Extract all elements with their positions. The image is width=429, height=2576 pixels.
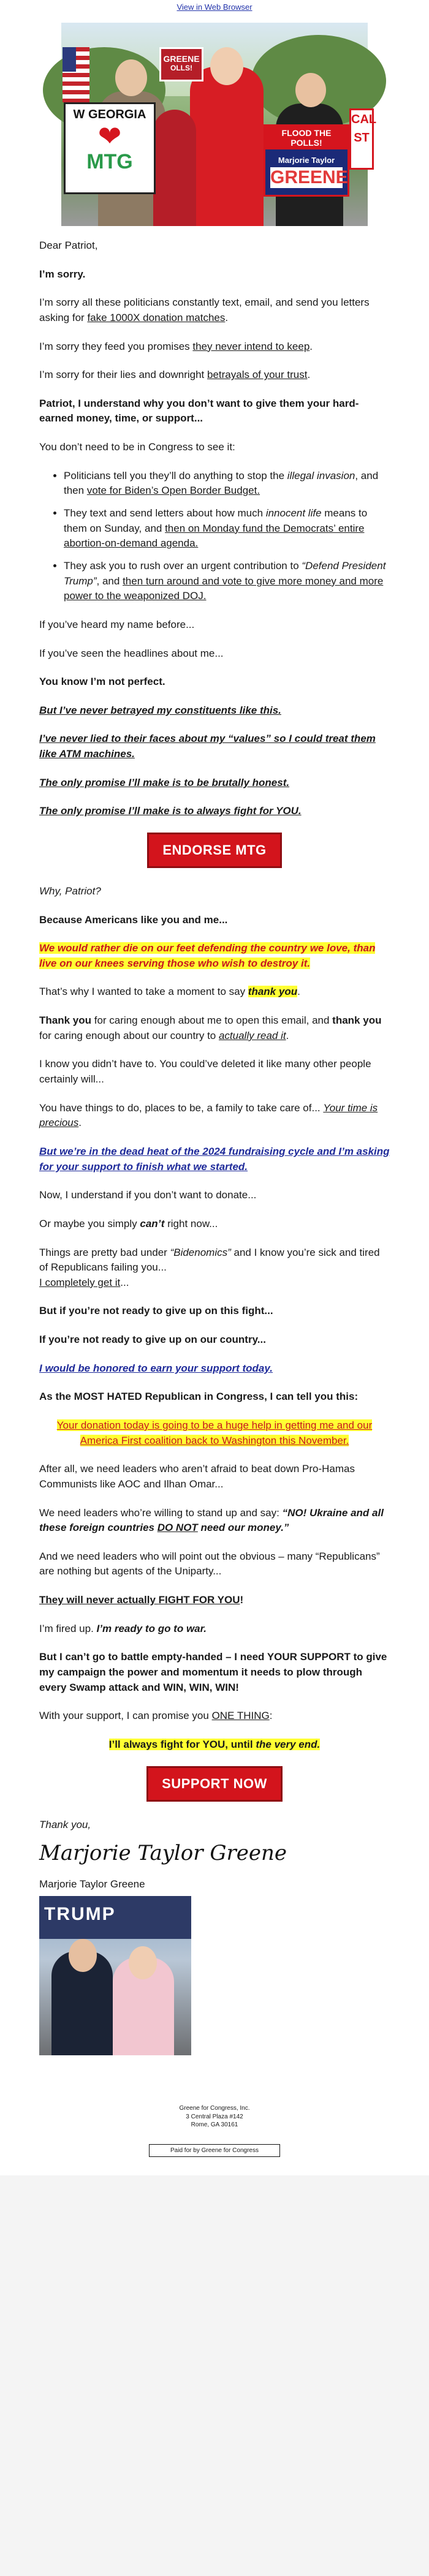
paragraph: I’m fired up. I’m ready to go to war.	[39, 1622, 207, 1634]
paragraph: After all, we need leaders who aren’t afraid to beat down Pro-Hamas Communists like AOC and Ilhan Omar...	[39, 1463, 355, 1490]
paragraph: I’m sorry they feed you promises they never intend to keep.	[39, 340, 313, 352]
american-flag	[63, 47, 89, 102]
paragraph: But I’ve never betrayed my constituents like this.	[39, 704, 281, 716]
list-item: • They ask you to rush over an urgent contribution to “Defend President Trump”, and then turn around and vote to give more money and more power to the weaponized DOJ.	[64, 559, 390, 604]
closing: Thank you,	[39, 1818, 91, 1830]
paragraph: Now, I understand if you don’t want to donate...	[39, 1189, 257, 1201]
paragraph: I know you didn’t have to. You could’ve deleted it like many other people certainly will...	[39, 1058, 371, 1086]
footer-org: Greene for Congress, Inc.	[179, 2105, 250, 2112]
paragraph: They will never actually FIGHT FOR YOU!	[39, 1594, 244, 1606]
support-link[interactable]: But we’re in the dead heat of the 2024 fundraising cycle and I’m asking for your support to finish what we started.	[39, 1145, 390, 1173]
underlined-text: betrayals of your trust	[207, 369, 308, 381]
paragraph: We need leaders who’re willing to stand up and say: “NO! Ukraine and all these foreign countries DO NOT need our money.”	[39, 1506, 384, 1534]
underlined-text: fake 1000X donation matches	[87, 311, 226, 323]
underlined-text: they never intend to keep	[192, 340, 310, 352]
face	[69, 1939, 97, 1972]
sign-edge	[349, 108, 377, 170]
paid-for-box: Paid for by Greene for Congress	[149, 2144, 280, 2158]
sign-georgia	[64, 102, 156, 194]
paragraph: As the MOST HATED Republican in Congress, I can tell you this:	[39, 1391, 359, 1403]
paragraph	[39, 1361, 390, 1377]
earn-support-link[interactable]: I would be honored to earn your support today.	[39, 1362, 273, 1374]
paragraph: I’m sorry for their lies and downright betrayals of your trust.	[39, 369, 311, 381]
face	[115, 59, 147, 96]
sign-flood-the-polls	[264, 124, 349, 197]
paragraph: But I can’t go to battle empty-handed – I need YOUR SUPPORT to give my campaign the power and momentum it needs to plow through every Swamp attack and WIN, WIN, WIN!	[39, 1651, 387, 1693]
paragraph: Why, Patriot?	[39, 885, 101, 897]
paragraph	[39, 1737, 390, 1753]
candidate-figure	[190, 67, 264, 226]
bold-text: I’m sorry	[39, 268, 83, 280]
paragraph: Patriot, I understand why you don’t want to give them your hard-earned money, time, or support...	[39, 397, 359, 425]
email-body	[0, 238, 429, 2055]
sign-text: FLOOD THE POLLS!	[265, 126, 347, 149]
paragraph: I’m sorry all these politicians constantly text, email, and send you letters asking for fake 1000X donation matches.	[39, 297, 370, 323]
paragraph: That’s why I wanted to take a moment to say thank you.	[39, 986, 300, 998]
paragraph	[39, 1418, 390, 1448]
view-in-browser-link[interactable]: View in Web Browser	[177, 2, 252, 12]
paragraph: The only promise I’ll make is to always fight for YOU.	[39, 805, 302, 817]
sign-text: GREENE	[163, 54, 200, 64]
endorse-mtg-button[interactable]: ENDORSE MTG	[147, 833, 281, 868]
highlighted-text: thank you	[248, 986, 298, 998]
paragraph: Things are pretty bad under “Bidenomics” and I know you’re sick and tired of Republicans failing you... I completely get it...	[39, 1246, 380, 1288]
betrayal-list	[64, 469, 390, 604]
signature: Marjorie Taylor Greene	[39, 1841, 287, 1866]
paragraph: You have things to do, places to be, a family to take care of... Your time is precious.	[39, 1101, 378, 1129]
face	[210, 47, 243, 85]
paragraph: With your support, I can promise you ONE THING:	[39, 1710, 273, 1722]
footer-address: Rome, GA 30161	[191, 2121, 238, 2129]
sign-text: MTG	[86, 150, 133, 173]
hero-rally-photo[interactable]	[61, 23, 377, 226]
paragraph: And we need leaders who will point out the obvious – many “Republicans” are nothing but agents of the Uniparty...	[39, 1550, 380, 1577]
paragraph: The only promise I’ll make is to be brutally honest.	[39, 776, 290, 788]
sign-text: GREENE	[270, 167, 348, 187]
sign-text: CAL ST	[351, 113, 377, 145]
highlighted-text: I’ll always fight for YOU, until the very end.	[108, 1738, 321, 1750]
paragraph: If you’ve seen the headlines about me...	[39, 647, 224, 659]
paragraph: Or maybe you simply can’t right now...	[39, 1217, 218, 1229]
view-in-browser-bar	[0, 0, 429, 17]
footer-address: 3 Central Plaza #142	[186, 2113, 243, 2120]
email-footer	[0, 2104, 429, 2175]
sender-name: Marjorie Taylor Greene	[39, 1878, 145, 1890]
sign-text: OLLS!	[170, 64, 192, 72]
greeting: Dear Patriot,	[39, 240, 98, 251]
paragraph: Because Americans like you and me...	[39, 913, 228, 926]
cta-container	[39, 833, 390, 868]
sign-greene-small	[159, 47, 203, 81]
paragraph	[39, 1144, 390, 1174]
highlighted-text: Your donation today is going to be a huge help in getting me and our America First coalition back to Washington this November.	[56, 1419, 373, 1446]
list-item: • They text and send letters about how much innocent life means to them on Sunday, and then on Monday fund the Democrats’ entire abortion-on-demand agenda.	[64, 506, 390, 551]
paragraph: You know I’m not perfect.	[39, 676, 165, 688]
paragraph: I’ve never lied to their faces about my “values” so I could treat them like ATM machines.	[39, 733, 376, 760]
support-now-button[interactable]: SUPPORT NOW	[146, 1766, 283, 1802]
sign-text: Marjorie Taylor	[278, 156, 335, 165]
paragraph: Thank you for caring enough about me to open this email, and thank you for caring enough about our country to actually read it.	[39, 1014, 382, 1041]
face	[129, 1946, 157, 1979]
paragraph: If you’ve heard my name before...	[39, 618, 195, 630]
paragraph: If you’re not ready to give up on our country...	[39, 1334, 266, 1346]
plane-lettering: TRUMP	[44, 1904, 116, 1925]
list-item: • Politicians tell you they’ll do anything to stop the illegal invasion, and then vote for Biden’s Open Border Budget.	[64, 469, 390, 499]
sign-text: W GEORGIA	[73, 108, 146, 121]
cta-container	[39, 1766, 390, 1802]
paragraph	[39, 941, 390, 971]
face	[295, 73, 326, 107]
supporter-figure	[153, 110, 196, 226]
bottom-background	[0, 2175, 429, 2365]
paragraph: You don’t need to be in Congress to see it:	[39, 441, 235, 453]
heart-icon: ❤	[97, 120, 122, 152]
candidate-photo	[39, 1896, 191, 2055]
paragraph: I’m sorry.	[39, 268, 86, 280]
highlighted-text: We would rather die on our feet defending the country we love, than live on our knees serving those who wish to destroy it.	[39, 942, 376, 969]
paragraph: But if you’re not ready to give up on this fight...	[39, 1305, 273, 1317]
